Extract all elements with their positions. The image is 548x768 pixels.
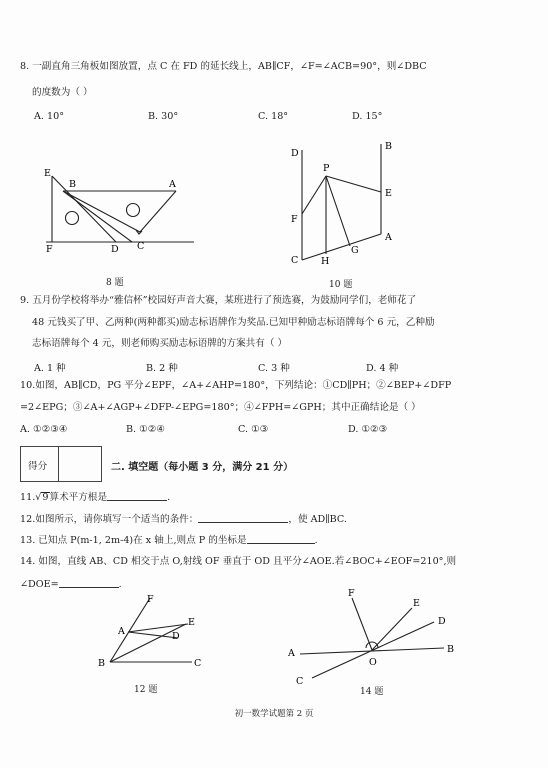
fig14-caption: 14 题 — [360, 687, 384, 697]
q13-text: 13. 已知点 P(m-1, 2m-4)在 x 轴上,则点 P 的坐标是 — [20, 535, 247, 546]
fig10-label-c: C — [291, 255, 299, 266]
q10-line1: 10.如图，AB∥CD，PG 平分∠EPF，∠A+∠AHP=180°，下列结论：①CD∥PH；②∠BEP+∠DFP — [20, 380, 452, 391]
q14-end: . — [118, 579, 122, 590]
fig14-label-f: F — [348, 588, 355, 599]
q11-prefix: 11. — [20, 492, 36, 503]
fig14-label-d: D — [438, 616, 446, 627]
q11-text: 算术平方根是 — [49, 492, 108, 503]
q10-line2: =2∠EPG；③∠A+∠AGP+∠DFP-∠EPG=180°；④∠FPH=∠GPH；其中正确结论是（ ） — [20, 402, 421, 413]
fig10-label-d: D — [291, 148, 299, 159]
score-label: 得分 — [28, 461, 48, 472]
q11: 11.√9算术平方根是 . — [20, 492, 171, 503]
q11-end: . — [167, 492, 171, 503]
q9-option-c: C. 3 种 — [258, 363, 290, 374]
figure-q10 — [284, 136, 404, 266]
q12-answer-blank[interactable] — [198, 512, 288, 523]
q13-answer-blank[interactable] — [247, 533, 315, 544]
q10-option-b: B. ①②④ — [126, 424, 165, 435]
fig10-label-e: E — [385, 188, 392, 199]
q11-radicand: 9 — [42, 492, 49, 503]
q9-line1: 9. 五月份学校将举办“雅信杯”校园好声音大赛，某班进行了预选赛，为鼓励同学们，老师花了 — [20, 295, 417, 306]
figure-q8 — [36, 164, 201, 254]
fig12-label-a: A — [118, 626, 125, 637]
q14-line1: 14. 如图，直线 AB、CD 相交于点 O,射线 OF 垂直于 OD 且平分∠AOE.若∠BOC+∠EOF=210°,则 — [20, 556, 457, 567]
q11-answer-blank[interactable] — [107, 490, 167, 501]
q14-answer-blank[interactable] — [59, 577, 119, 588]
q8-line1: 8. 一副直角三角板如图放置，点 C 在 FD 的延长线上，AB∥CF，∠F=∠ACB=90°，则∠DBC — [20, 61, 427, 72]
fig14-label-c: C — [296, 676, 304, 686]
fig14-label-e: E — [413, 598, 420, 609]
fig12-label-f: F — [147, 594, 154, 605]
q13-end: . — [314, 535, 318, 546]
score-box-divider — [58, 447, 59, 481]
fig14-label-b: B — [447, 644, 454, 655]
fig12-label-d: D — [172, 631, 180, 642]
q8-line2: 的度数为（ ） — [32, 87, 93, 98]
q8-option-a: A. 10° — [34, 111, 65, 122]
fig14-label-o: O — [369, 657, 377, 668]
fig10-label-a: A — [385, 232, 392, 243]
q9-option-b: B. 2 种 — [146, 363, 178, 374]
fig14-label-a: A — [288, 648, 295, 659]
fig10-caption: 10 题 — [329, 280, 353, 290]
page-footer: 初一数学试题第 2 页 — [234, 709, 314, 719]
figure-q12 — [92, 590, 217, 670]
section-title: 二. 填空题（每小题 3 分，满分 21 分） — [111, 462, 294, 473]
figure-q14 — [284, 586, 459, 686]
q8-option-b: B. 30° — [148, 111, 179, 122]
q8-option-d: D. 15° — [352, 111, 383, 122]
q9-option-a: A. 1 种 — [34, 363, 66, 374]
fig12-caption: 12 题 — [134, 685, 158, 695]
fig8-label-f: F — [46, 244, 53, 254]
q13 — [20, 533, 318, 548]
q14-line2-text: ∠DOE= — [20, 579, 59, 590]
q9-option-d: D. 4 种 — [366, 363, 399, 374]
q10-option-a: A. ①②③④ — [20, 424, 68, 435]
fig12-label-b: B — [98, 658, 105, 669]
fig10-label-b: B — [385, 141, 392, 152]
q10-option-d: D. ①②③ — [348, 424, 388, 435]
q9-line2: 48 元钱买了甲、乙两种(两种都买)励志标语牌作为奖品.已知甲种励志标语牌每个 6 元，乙种励 — [32, 317, 435, 328]
q9-line3: 志标语牌每个 4 元，则老师购买励志标语牌的方案共有（ ） — [32, 338, 288, 349]
fig12-label-e: E — [188, 617, 195, 628]
fig8-caption: 8 题 — [106, 278, 124, 288]
fig8-label-e: E — [44, 168, 51, 179]
fig8-label-a: A — [169, 179, 176, 190]
fig8-label-c: C — [137, 241, 145, 252]
fig8-label-d: D — [111, 244, 119, 254]
q12-text: 12.如图所示，请你填写一个适当的条件： — [20, 514, 199, 525]
q12 — [20, 512, 347, 527]
q12-end: ，使 AD∥BC. — [288, 514, 347, 525]
fig12-label-c: C — [194, 658, 202, 669]
fig10-label-g: G — [351, 245, 359, 256]
fig10-label-f: F — [291, 214, 298, 225]
q8-option-c: C. 18° — [258, 111, 289, 122]
fig10-label-p: P — [323, 163, 330, 174]
q10-option-c: C. ①③ — [238, 424, 269, 435]
fig8-label-b: B — [69, 179, 76, 190]
fig10-label-h: H — [321, 256, 330, 266]
score-box — [20, 446, 102, 482]
